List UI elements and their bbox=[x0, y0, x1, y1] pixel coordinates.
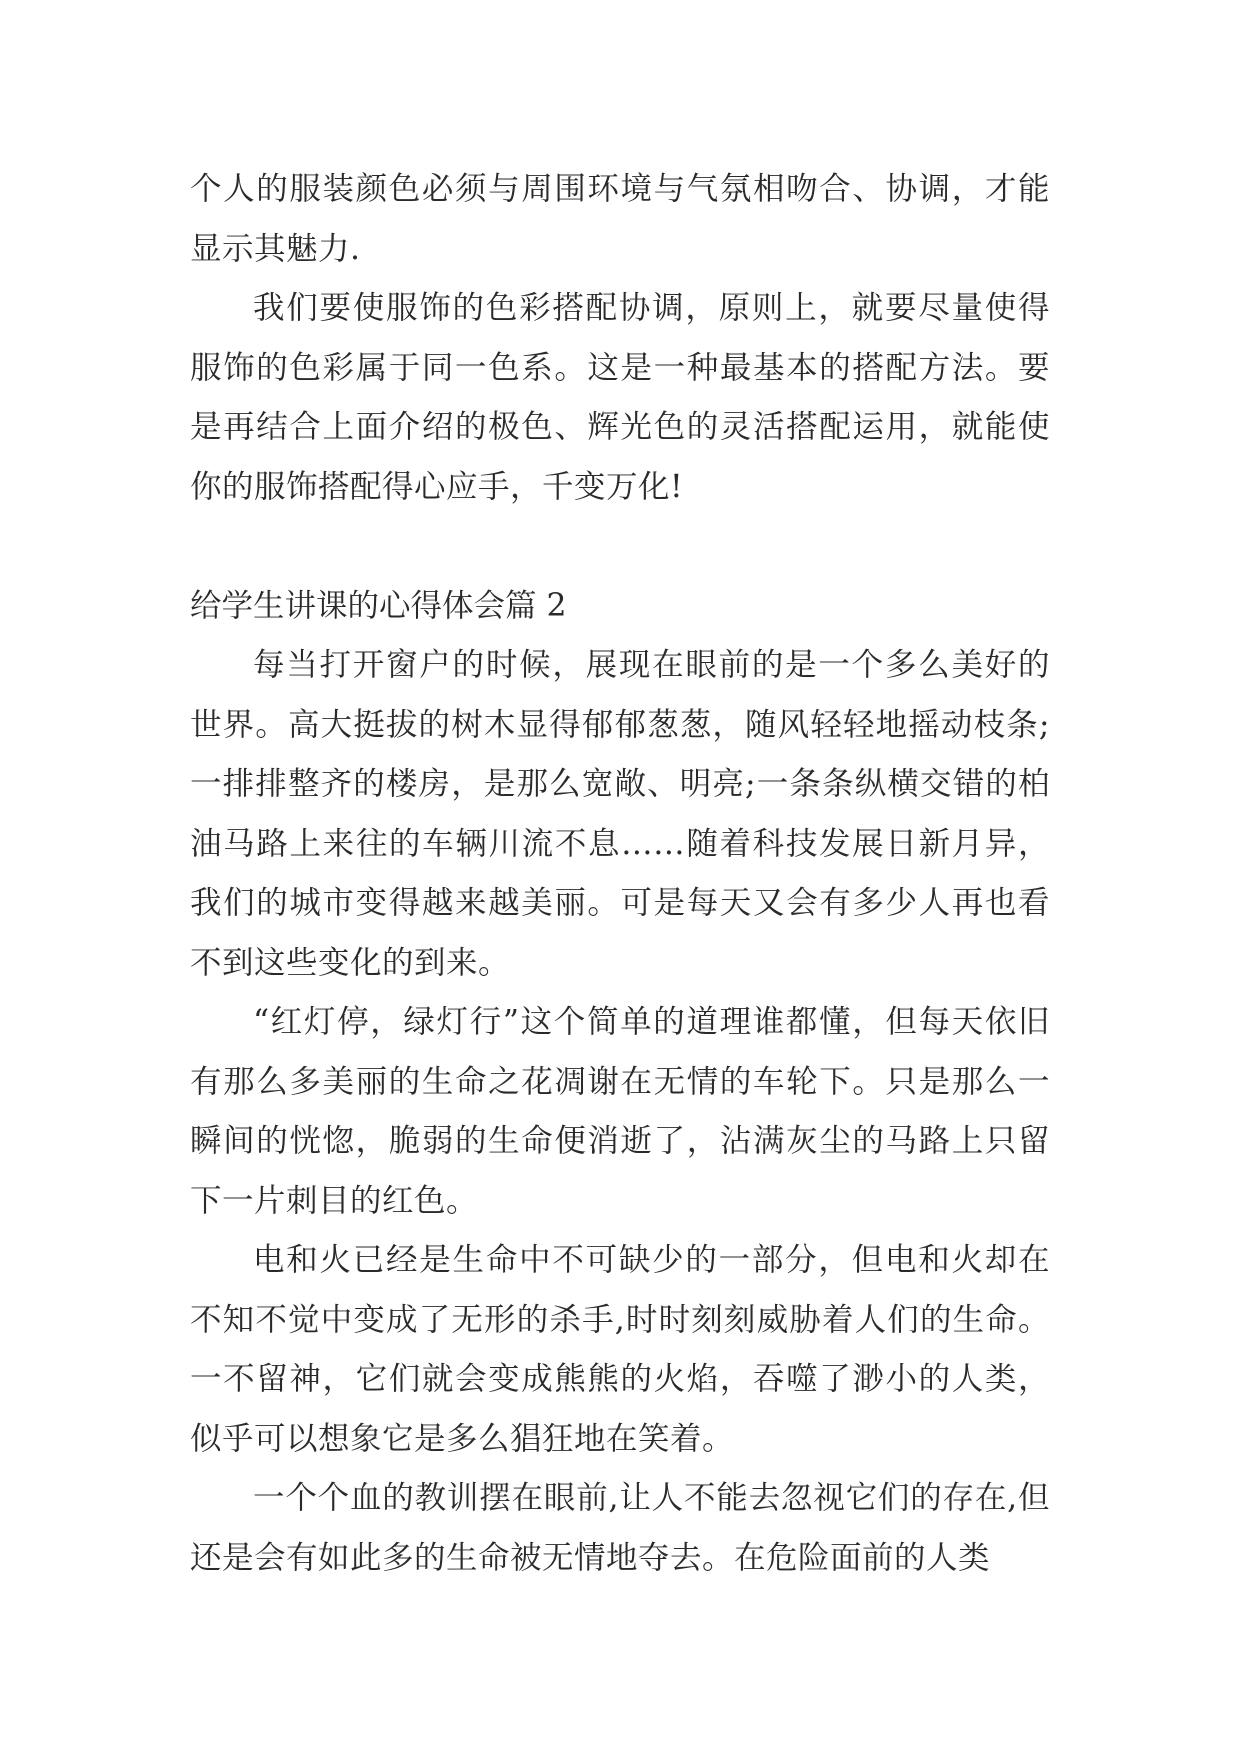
paragraph-spacer bbox=[190, 517, 1050, 577]
paragraph-traffic-light: “红灯停，绿灯行”这个简单的道理谁都懂，但每天依旧有那么多美丽的生命之花凋谢在无情的车轮下。只是那么一瞬间的恍惚，脆弱的生命便消逝了，沾满灰尘的马路上只留下一片刺目的红色。 bbox=[190, 1004, 1050, 1219]
document-body bbox=[190, 160, 1050, 1588]
paragraph-color-matching: 我们要使服饰的色彩搭配协调，原则上，就要尽量使得服饰的色彩属于同一色系。这是一种最基本的搭配方法。要是再结合上面介绍的极色、辉光色的灵活搭配运用，就能使你的服饰搭配得心应手，千变万化! bbox=[190, 290, 1050, 505]
paragraph-city-view: 每当打开窗户的时候，展现在眼前的是一个多么美好的世界。高大挺拔的树木显得郁郁葱葱，随风轻轻地摇动枝条;一排排整齐的楼房，是那么宽敞、明亮;一条条纵横交错的柏油马路上来往的车辆川流不息……随着科技发展日新月异，我们的城市变得越来越美丽。可是每天又会有多少人再也看不到这些变化的到来。 bbox=[190, 647, 1050, 981]
paragraph-electricity-fire: 电和火已经是生命中不可缺少的一部分，但电和火却在不知不觉中变成了无形的杀手,时时刻刻威胁着人们的生命。一不留神，它们就会变成熊熊的火焰，吞噬了渺小的人类，似乎可以想象它是多么猖狂地在笑着。 bbox=[190, 1242, 1050, 1457]
paragraph-clothing-color: 个人的服装颜色必须与周围环境与气氛相吻合、协调，才能显示其魅力. bbox=[190, 171, 1050, 267]
section-title: 给学生讲课的心得体会篇 2 bbox=[190, 587, 567, 624]
paragraph-blood-lessons: 一个个血的教训摆在眼前,让人不能去忽视它们的存在,但还是会有如此多的生命被无情地夺去。在危险面前的人类 bbox=[190, 1480, 1050, 1576]
